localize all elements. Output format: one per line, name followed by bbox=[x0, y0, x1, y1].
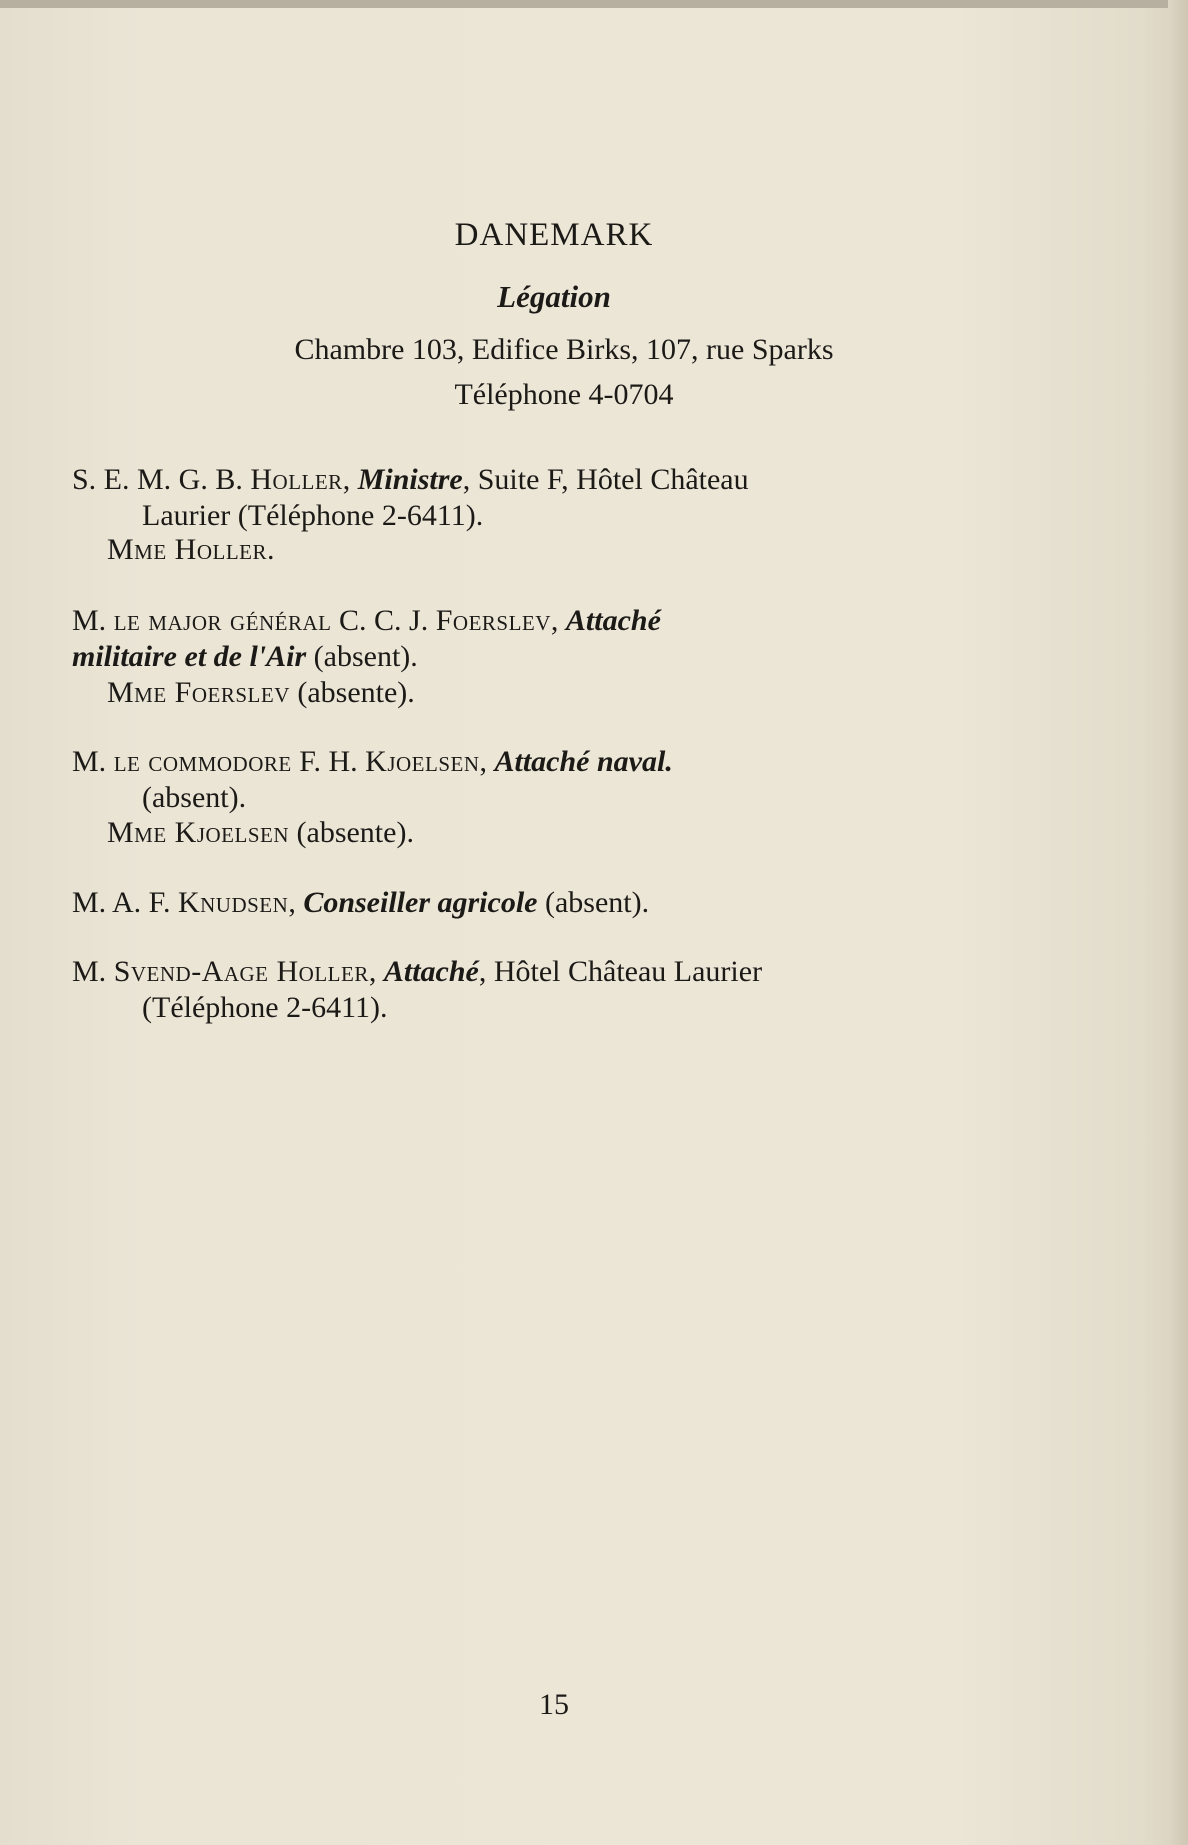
entry-prefix: M. bbox=[72, 604, 114, 637]
entry-spouse bbox=[107, 815, 1027, 851]
entry-rest: , Suite F, Hôtel Château bbox=[462, 463, 749, 496]
entry-minister bbox=[72, 462, 992, 534]
entry-name: Holler bbox=[250, 463, 343, 496]
address-line: Chambre 103, Edifice Birks, 107, rue Sparks bbox=[294, 333, 834, 366]
entry-prefix: S. E. M. G. B. bbox=[72, 463, 251, 496]
entry-spouse bbox=[107, 532, 1027, 568]
entry-attache: M. Svend-Aage Holler, Attaché, Hôtel Château Laurier (Téléphone 2-6411). bbox=[72, 954, 992, 1026]
entry-rest: , Hôtel Château Laurier bbox=[478, 955, 763, 988]
entry-name: Knudsen bbox=[177, 886, 289, 919]
page-number: 15 bbox=[539, 1688, 569, 1721]
entry-prefix: M. bbox=[72, 955, 114, 988]
entry-title: Ministre bbox=[357, 463, 463, 496]
entry-continuation bbox=[72, 639, 992, 675]
entry-name: Svend-Aage Holler bbox=[113, 955, 369, 988]
entry-prefix: M. A. F. bbox=[72, 886, 178, 919]
entry-spouse bbox=[107, 675, 1027, 711]
entry-name: Mme Holler. bbox=[107, 533, 275, 566]
country-heading: DANEMARK bbox=[454, 217, 654, 253]
entry-agricultural-counsellor: M. A. F. Knudsen, Conseiller agricole (absent). bbox=[72, 886, 650, 919]
entry-separator: , bbox=[342, 463, 358, 496]
entry-continuation: (Téléphone 2-6411). bbox=[142, 991, 388, 1024]
section-heading: Légation bbox=[497, 279, 611, 314]
entry-title-continuation: militaire et de l'Air bbox=[72, 640, 307, 673]
entry-rest: (absente). bbox=[289, 816, 414, 849]
entry-rank: le commodore bbox=[113, 745, 292, 778]
entry-initials: F. H. bbox=[291, 745, 366, 778]
entry-rest: (absente). bbox=[289, 676, 415, 709]
entry-title: Attaché bbox=[383, 955, 479, 988]
entry-continuation: (absent). bbox=[142, 781, 247, 814]
entry-title: Attaché naval. bbox=[494, 745, 673, 778]
entry-title: Attaché bbox=[565, 604, 661, 637]
entry-status: (absent). bbox=[306, 640, 418, 673]
entry-continuation: Laurier (Téléphone 2-6411). bbox=[142, 499, 484, 532]
phone-line: Téléphone 4-0704 bbox=[454, 378, 674, 411]
entry-rank: le major général bbox=[113, 604, 332, 637]
entry-naval-attache: M. le commodore F. H. Kjoelsen, Attaché naval. (absent). bbox=[72, 744, 992, 816]
entry-name: Mme Kjoelsen bbox=[107, 816, 290, 849]
entry-title: Conseiller agricole bbox=[303, 886, 538, 919]
entry-name: Kjoelsen bbox=[365, 745, 480, 778]
entry-initials: C. C. J. bbox=[331, 604, 436, 637]
entry-name: Foerslev bbox=[435, 604, 551, 637]
entry-prefix: M. bbox=[72, 745, 114, 778]
entry-rest: (absent). bbox=[537, 886, 650, 919]
entry-military-attache: M. le major général C. C. J. Foerslev, Attaché militaire et de l'Air (absent). bbox=[72, 603, 992, 675]
entry-name: Mme Foerslev bbox=[107, 676, 290, 709]
